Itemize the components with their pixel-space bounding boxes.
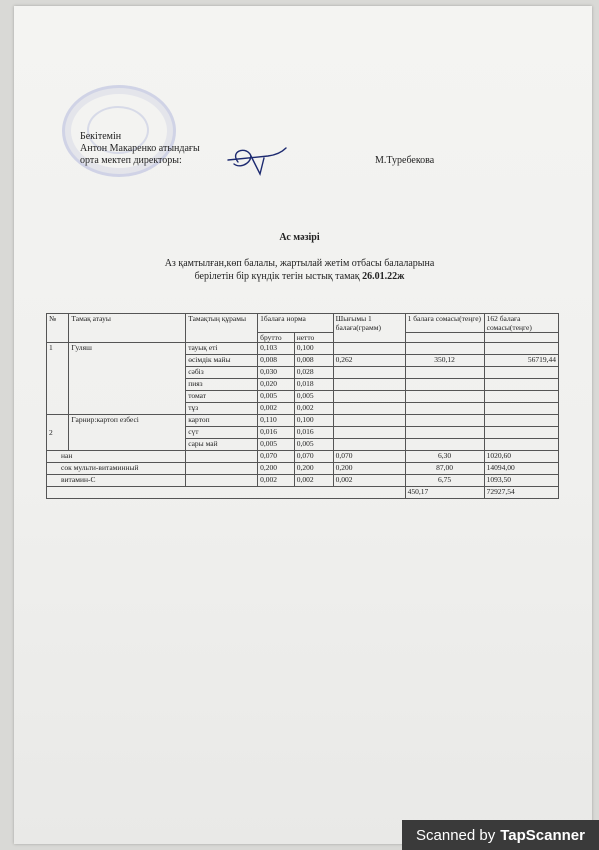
empty-cell (405, 391, 484, 403)
empty-cell (333, 343, 405, 355)
scanner-brand: TapScanner (500, 826, 585, 844)
scanner-watermark (402, 820, 599, 850)
dish2-netto-0: 0,100 (294, 415, 333, 427)
dish1-cost-total: 56719,44 (484, 355, 558, 367)
empty-cell (333, 403, 405, 415)
dish2-brutto-1: 0,016 (258, 427, 295, 439)
extra-netto-1: 0,200 (294, 463, 333, 475)
empty-cell (333, 427, 405, 439)
page-subtitle (0, 257, 599, 283)
empty-cell (405, 333, 484, 343)
extra-name-2: витамин-С (47, 475, 186, 487)
empty-cell (484, 427, 558, 439)
empty-cell (484, 439, 558, 451)
header-name: Тамақ атауы (69, 314, 186, 343)
empty-cell (484, 343, 558, 355)
empty-cell (405, 379, 484, 391)
table-row (47, 343, 559, 355)
dish1-brutto-3: 0,020 (258, 379, 295, 391)
empty-cell (484, 379, 558, 391)
approval-line-3: орта мектеп директоры: (80, 155, 182, 166)
dish1-brutto-4: 0,005 (258, 391, 295, 403)
header-cost-one: 1 балаға сомасы(теңге) (405, 314, 484, 333)
empty-cell (405, 439, 484, 451)
dish1-comp-2: сәбіз (186, 367, 258, 379)
empty-cell (186, 451, 258, 463)
approval-block (80, 131, 200, 167)
extra-output-1: 0,200 (333, 463, 405, 475)
dish1-netto-1: 0,008 (294, 355, 333, 367)
dish1-comp-3: пияз (186, 379, 258, 391)
header-norm: 1балаға норма (258, 314, 333, 333)
empty-cell (405, 343, 484, 355)
dish1-comp-4: томат (186, 391, 258, 403)
dish2-netto-1: 0,016 (294, 427, 333, 439)
header-brutto: брутто (258, 333, 295, 343)
extra-cost-total-2: 1093,50 (484, 475, 558, 487)
header-output: Шығымы 1 балаға(грамм) (333, 314, 405, 343)
empty-cell (333, 415, 405, 427)
dish1-brutto-5: 0,002 (258, 403, 295, 415)
total-cost-all: 72927,54 (484, 487, 558, 499)
header-num: № (47, 314, 69, 343)
dish1-netto-3: 0,018 (294, 379, 333, 391)
table-row (47, 451, 559, 463)
extra-cost-one-2: 6,75 (405, 475, 484, 487)
extra-name-1: сок мульти-витаминный (47, 463, 186, 475)
empty-cell (333, 379, 405, 391)
table-row (47, 475, 559, 487)
dish1-output: 0,262 (333, 355, 405, 367)
subtitle-text: берілетін бір күндік тегін ыстық тамақ (194, 271, 360, 282)
empty-cell (333, 391, 405, 403)
approval-line-1: Бекітемін (80, 131, 122, 142)
page-title: Ас мәзірі (279, 232, 320, 243)
extra-name-0: нан (47, 451, 186, 463)
dish1-cost-one: 350,12 (405, 355, 484, 367)
extra-brutto-2: 0,002 (258, 475, 295, 487)
scanner-prefix: Scanned by (416, 826, 496, 844)
dish2-comp-2: сары май (186, 439, 258, 451)
empty-cell (484, 391, 558, 403)
dish2-name: Гарнир:картоп езбесі (69, 415, 186, 451)
dish2-brutto-2: 0,005 (258, 439, 295, 451)
header-cost-total: 162 балаға сомасы(теңге) (484, 314, 558, 333)
subtitle-line-1: Аз қамтылған,көп балалы, жартылай жетім отбасы балаларына (164, 258, 435, 269)
empty-cell (186, 463, 258, 475)
dish2-netto-2: 0,005 (294, 439, 333, 451)
empty-cell (405, 415, 484, 427)
dish1-brutto-0: 0,103 (258, 343, 295, 355)
extra-cost-total-1: 14094,00 (484, 463, 558, 475)
extra-cost-one-0: 6,30 (405, 451, 484, 463)
empty-cell (333, 439, 405, 451)
dish1-brutto-2: 0,030 (258, 367, 295, 379)
empty-cell (405, 367, 484, 379)
extra-netto-0: 0,070 (294, 451, 333, 463)
dish1-comp-0: тауық еті (186, 343, 258, 355)
extra-brutto-0: 0,070 (258, 451, 295, 463)
dish1-name: Гуляш (69, 343, 186, 415)
dish1-num: 1 (47, 343, 69, 415)
header-netto: нетто (294, 333, 333, 343)
dish1-netto-0: 0,100 (294, 343, 333, 355)
dish2-comp-0: картоп (186, 415, 258, 427)
subtitle-line-2 (0, 270, 599, 283)
dish1-netto-5: 0,002 (294, 403, 333, 415)
menu-table (46, 313, 559, 499)
dish2-comp-1: сүт (186, 427, 258, 439)
extra-netto-2: 0,002 (294, 475, 333, 487)
extra-cost-one-1: 87,00 (405, 463, 484, 475)
empty-cell (484, 333, 558, 343)
dish1-comp-1: өсімдік майы (186, 355, 258, 367)
empty-cell (405, 403, 484, 415)
table-row (47, 415, 559, 427)
empty-cell (186, 475, 258, 487)
menu-date: 26.01.22ж (362, 271, 405, 282)
extra-output-2: 0,002 (333, 475, 405, 487)
director-name: М.Туребекова (375, 155, 435, 166)
director-signature (220, 140, 290, 180)
dish1-netto-2: 0,028 (294, 367, 333, 379)
header-composition: Тамақтың құрамы (186, 314, 258, 343)
dish1-netto-4: 0,005 (294, 391, 333, 403)
approval-line-2: Антон Макаренко атындағы (80, 143, 200, 154)
dish1-comp-5: тұз (186, 403, 258, 415)
table-header-row (47, 314, 559, 333)
empty-cell (333, 367, 405, 379)
empty-cell (484, 367, 558, 379)
dish2-brutto-0: 0,110 (258, 415, 295, 427)
table-row (47, 463, 559, 475)
table-total-row (47, 487, 559, 499)
extra-output-0: 0,070 (333, 451, 405, 463)
empty-cell (484, 415, 558, 427)
dish2-num: 2 (47, 415, 69, 451)
dish1-brutto-1: 0,008 (258, 355, 295, 367)
total-cost-one: 450,17 (405, 487, 484, 499)
extra-cost-total-0: 1020,60 (484, 451, 558, 463)
empty-cell (47, 487, 406, 499)
empty-cell (484, 403, 558, 415)
extra-brutto-1: 0,200 (258, 463, 295, 475)
empty-cell (405, 427, 484, 439)
